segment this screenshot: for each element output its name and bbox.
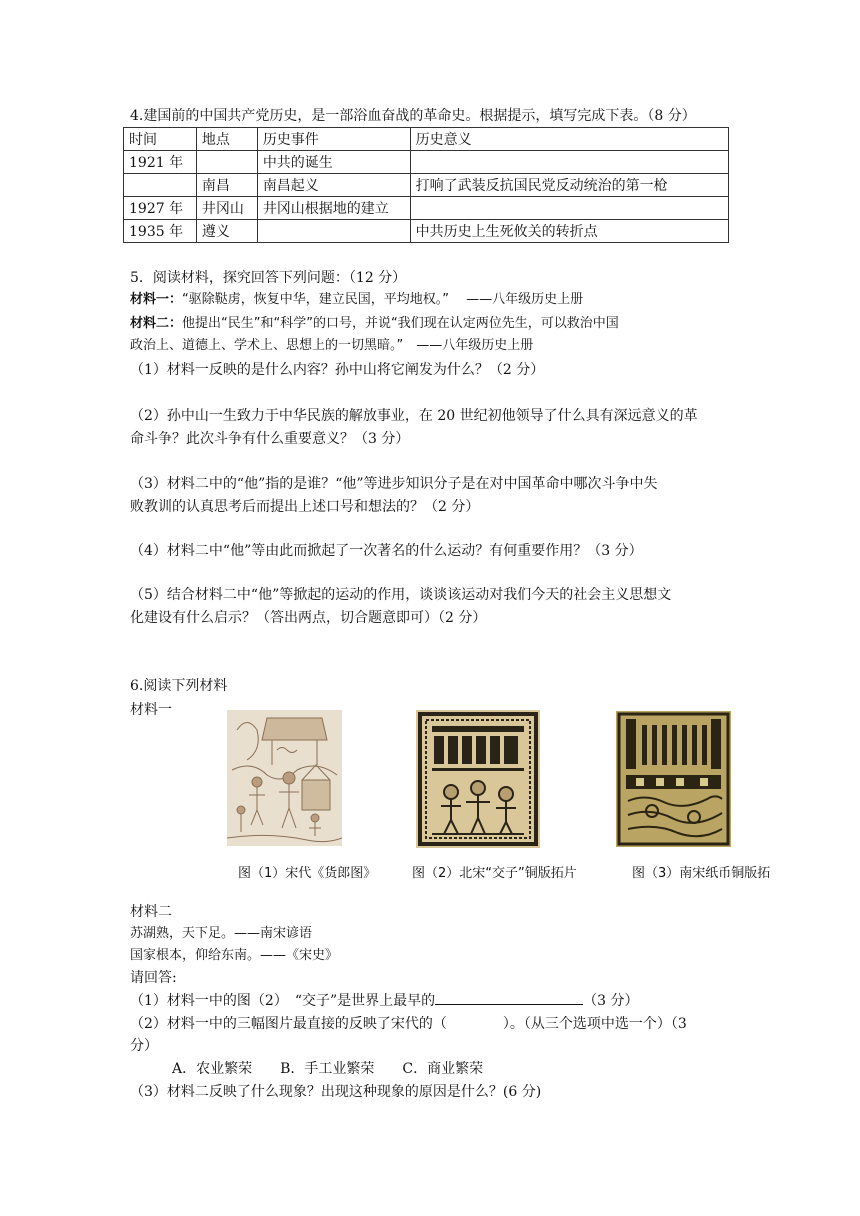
q6-ask: 请回答:	[130, 970, 177, 986]
q6-answer-2-cont: 分）	[130, 1038, 158, 1054]
table-cell: 1921 年	[124, 151, 197, 174]
q5-subquestion-5-cont: 化建设有什么启示？（答出两点，切合题意即可）（2 分）	[130, 610, 487, 626]
q6-material-1-label: 材料一	[130, 702, 172, 718]
table-cell: 南昌	[196, 174, 257, 197]
table-header-row	[124, 128, 729, 151]
material-text: “驱除鞑虏，恢复中华，建立民国，平均地权。” ——八年级历史上册	[182, 292, 584, 307]
q5-material-2-cont: 政治上、道德上、学术上、思想上的一切黑暗。” ——八年级历史上册	[130, 338, 534, 353]
material-text: 他提出“民生”和“科学”的口号，并说“我们现在认定两位先生，可以救治中国	[182, 316, 619, 331]
peddler-painting-image	[227, 710, 342, 846]
table-row	[124, 151, 729, 174]
answer-1-score: （3 分）	[583, 993, 639, 1009]
answer-blank[interactable]	[435, 990, 583, 1005]
q5-material-2	[130, 314, 619, 334]
table-cell: 遵义	[196, 220, 257, 243]
q6-answer-1	[130, 990, 639, 1011]
table-cell: 中共的诞生	[257, 151, 410, 174]
table-header-cell: 历史事件	[257, 128, 410, 151]
table-cell: 井冈山	[196, 197, 257, 220]
q6-options: A．农业繁荣 B．手工业繁荣 C．商业繁荣	[172, 1061, 484, 1077]
q6-material-2-label: 材料二	[130, 904, 172, 920]
jiaozi-rubbing-image	[416, 710, 540, 848]
q6-answer-3: （3）材料二反映了什么现象？出现这种现象的原因是什么？(6 分)	[130, 1084, 542, 1100]
song-paper-money-image	[616, 711, 731, 847]
q5-subquestion-5: （5）结合材料二中“他”等掀起的运动的作用，谈谈该运动对我们今天的社会主义思想文	[130, 587, 672, 603]
q5-subquestion-2: （2）孙中山一生致力于中华民族的解放事业，在 20 世纪初他领导了什么具有深远意义的革	[130, 408, 698, 424]
q6-material-2-line-2: 国家根本，仰给东南。——《宋史》	[130, 948, 339, 963]
table-cell: 井冈山根据地的建立	[257, 197, 410, 220]
table-cell: 1927 年	[124, 197, 197, 220]
table-row	[124, 197, 729, 220]
image-caption-3: 图（3）南宋纸币铜版拓	[632, 866, 771, 881]
table-cell	[124, 174, 197, 197]
q5-subquestion-3: （3）材料二中的“他”指的是谁？“他”等进步知识分子是在对中国革命中哪次斗争中失	[130, 476, 658, 492]
table-row	[124, 220, 729, 243]
q5-title: 5．阅读材料，探究回答下列问题：（12 分）	[130, 270, 407, 286]
q6-title: 6.阅读下列材料	[130, 678, 228, 694]
answer-1-text: （1）材料一中的图（2） “交子”是世界上最早的	[130, 993, 436, 1009]
q5-subquestion-1: （1）材料一反映的是什么内容？孙中山将它阐发为什么？（2 分）	[130, 362, 545, 378]
table-cell	[196, 151, 257, 174]
table-cell	[257, 220, 410, 243]
table-header-cell: 时间	[124, 128, 197, 151]
table-cell	[410, 151, 728, 174]
q5-material-1	[130, 290, 583, 310]
q5-subquestion-2-cont: 命斗争？此次斗争有什么重要意义？（3 分）	[130, 431, 410, 447]
table-header-cell: 历史意义	[410, 128, 728, 151]
material-label: 材料一：	[130, 292, 183, 307]
table-cell: 打响了武装反抗国民党反动统治的第一枪	[410, 174, 728, 197]
image-caption-1: 图（1）宋代《货郎图》	[238, 866, 377, 881]
q5-subquestion-4: （4）材料二中“他”等由此而掀起了一次著名的什么运动？有何重要作用？（3 分）	[130, 543, 643, 559]
q6-answer-2: （2）材料一中的三幅图片最直接的反映了宋代的（ ）。（从三个选项中选一个）（3	[130, 1016, 687, 1032]
q4-title: 4.建国前的中国共产党历史，是一部浴血奋战的革命史。根据提示，填写完成下表。（8 分）	[130, 108, 696, 124]
table-header-cell: 地点	[196, 128, 257, 151]
table-cell: 中共历史上生死攸关的转折点	[410, 220, 728, 243]
q5-subquestion-3-cont: 败教训的认真思考后而提出上述口号和想法的？（2 分）	[130, 499, 480, 515]
image-caption-2: 图（2）北宋“交子”铜版拓片	[412, 866, 577, 881]
table-row	[124, 174, 729, 197]
table-cell: 南昌起义	[257, 174, 410, 197]
table-cell	[410, 197, 728, 220]
history-table	[123, 127, 729, 243]
q6-material-2-line-1: 苏湖熟，天下足。——南宋谚语	[130, 926, 313, 941]
table-cell: 1935 年	[124, 220, 197, 243]
material-label: 材料二：	[130, 316, 183, 331]
